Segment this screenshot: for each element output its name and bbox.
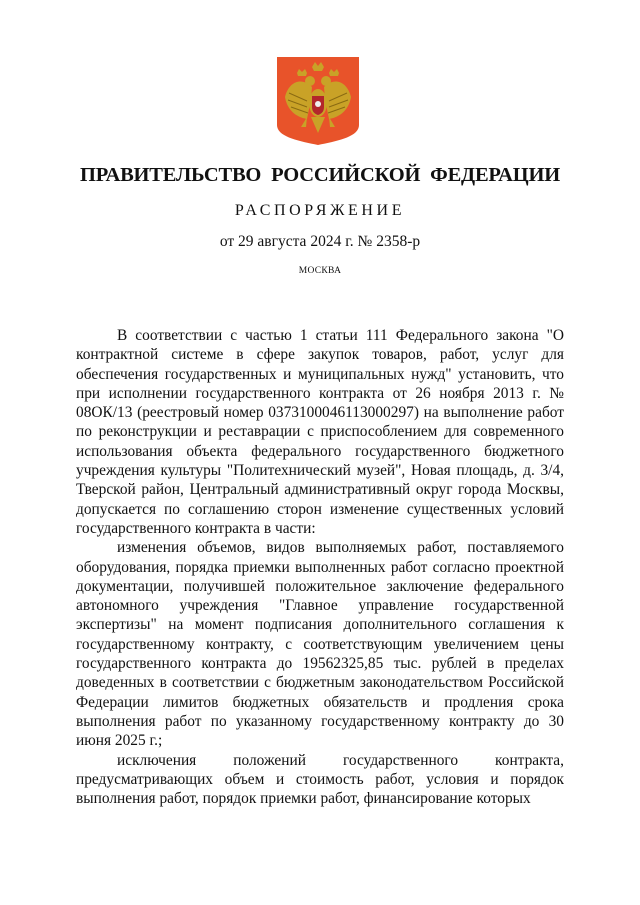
document-date-number: от 29 августа 2024 г. № 2358-р <box>219 233 421 250</box>
paragraph: В соответствии с частью 1 статьи 111 Федерального закона "О контрактной системе в сфере закупок товаров, работ, услуг для обеспечения государственных и муниципальных нужд" установить, что при исполнении государственного контракта от 26 ноября 2013 г. № 08ОК/13 (реестровый номер 0373100046113000297) на выполнение работ по реконструкции и реставрации с приспособлением для современного использования объекта федерального государственного бюджетного учреждения культуры "Политехнический музей", Новая площадь, д. 3/4, Тверской район, Центральный административный округ города Москвы, допускается по соглашению сторон изменение существенных условий государственного контракта в части: <box>76 327 564 537</box>
russian-coat-of-arms-icon <box>277 57 359 145</box>
paragraph: исключения положений государственного контракта, предусматривающих объем и стоимость работ, условия и порядок выполнения работ, порядок приемки работ, финансирование которых <box>76 751 564 808</box>
government-title: ПРАВИТЕЛЬСТВО РОССИЙСКОЙ ФЕДЕРАЦИИ <box>80 164 560 186</box>
document-body <box>76 326 564 808</box>
paragraph: изменения объемов, видов выполняемых работ, поставляемого оборудования, порядка приемки выполненных работ согласно проектной документации, получившей положительное заключение федерального автономного учреждения "Главное управление государственной экспертизы" на момент подписания дополнительного соглашения к государственному контракту, с соответствующим увеличением цены государственного контракта до 19562325,85 тыс. рублей в пределах доведенных в соответствии с бюджетным законодательством Российской Федерации лимитов бюджетных обязательств и продления срока выполнения работ по указанному государственному контракту до 30 июня 2025 г.; <box>76 539 564 750</box>
document-type: РАСПОРЯЖЕНИЕ <box>234 202 406 219</box>
document-city: МОСКВА <box>298 266 342 276</box>
